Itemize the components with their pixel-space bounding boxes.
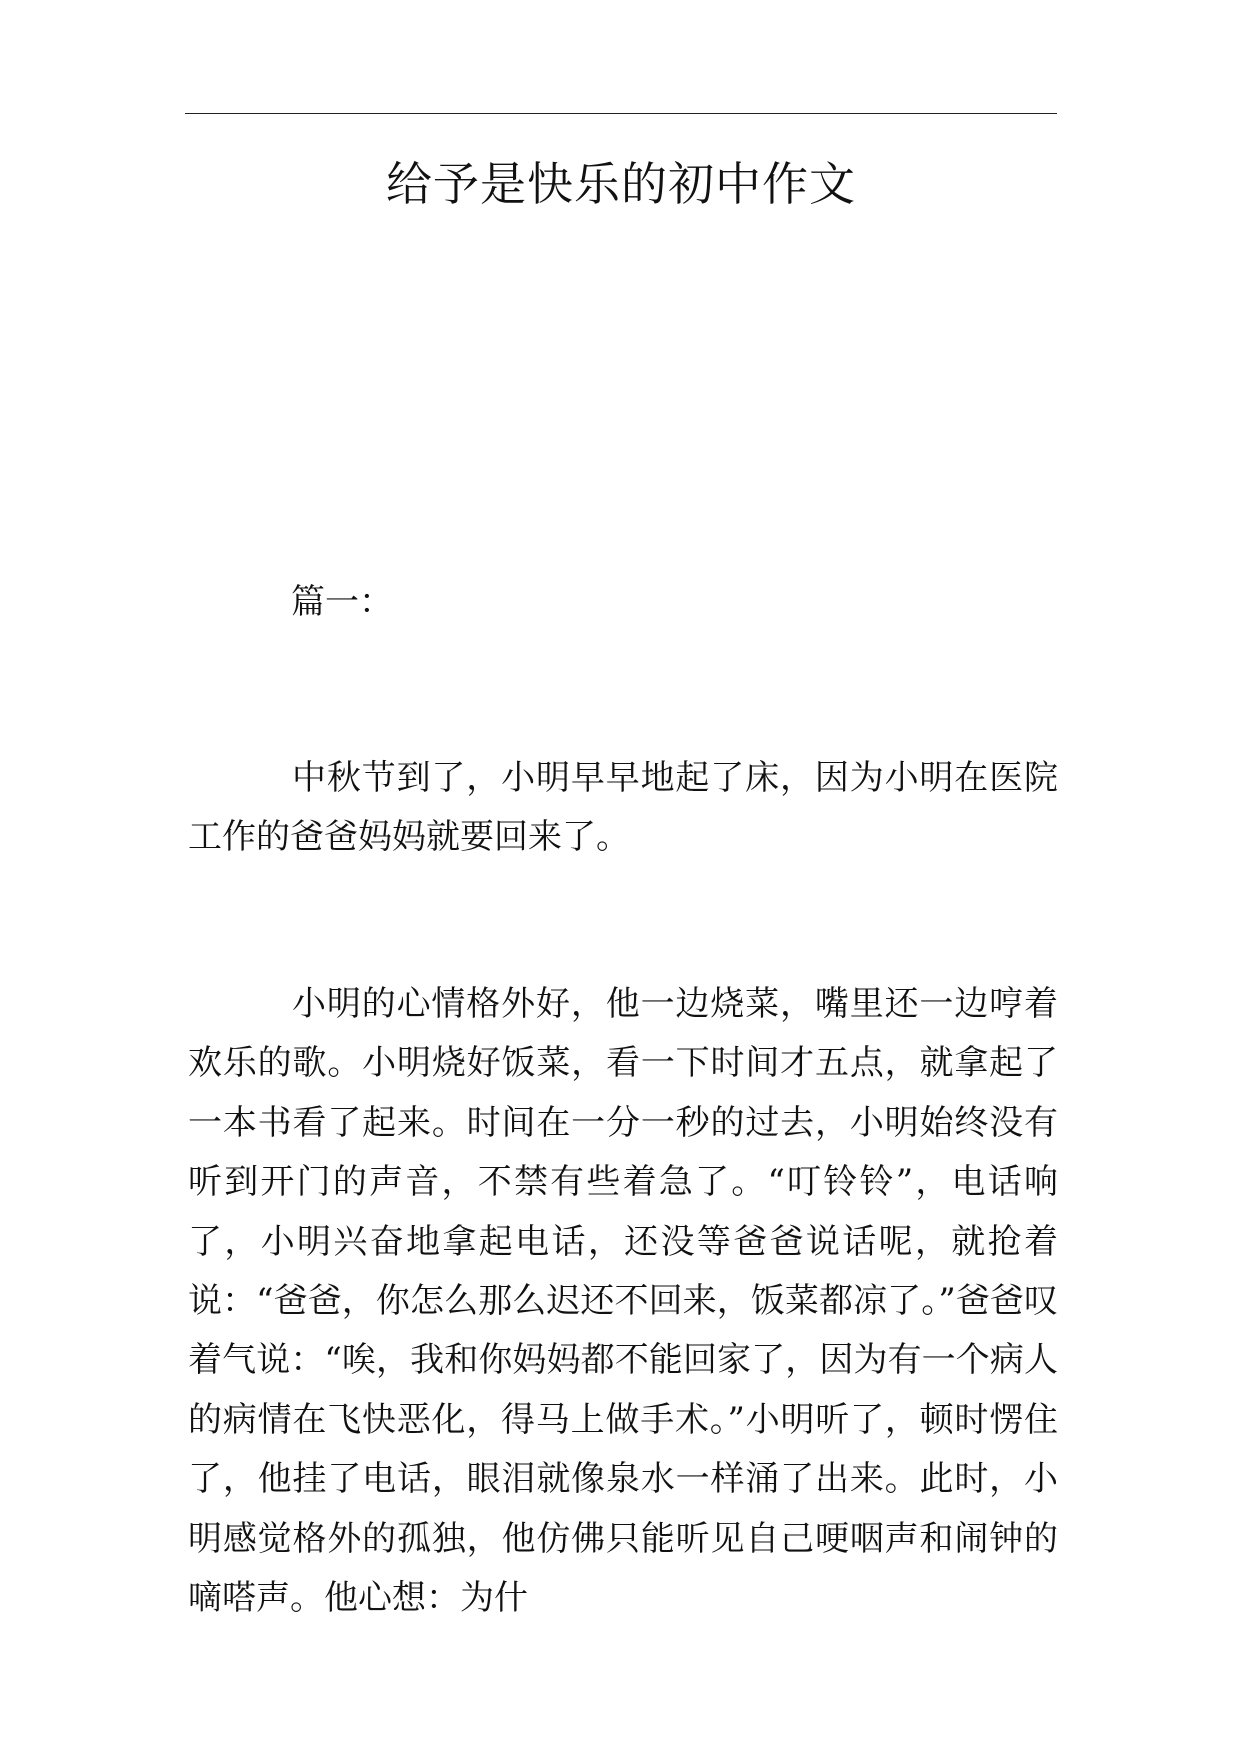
paragraph-1: 中秋节到了，小明早早地起了床，因为小明在医院工作的爸爸妈妈就要回来了。 <box>188 758 1058 858</box>
page-title: 给予是快乐的初中作文 <box>386 157 856 211</box>
paragraph-2: 小明的心情格外好，他一边烧菜，嘴里还一边哼着欢乐的歌。小明烧好饭菜，看一下时间才五点，就拿起了一本书看了起来。时间在一分一秒的过去，小明始终没有听到开门的声音，不禁有些着急了。“叮铃铃”，电话响了，小明兴奋地拿起电话，还没等爸爸说话呢，就抢着说：“爸爸，你怎么那么迟还不回来，饭菜都凉了。”爸爸叹着气说：“唉，我和你妈妈都不能回家了，因为有一个病人的病情在飞快恶化，得马上做手术。”小明听了，顿时愣住了，他挂了电话，眼泪就像泉水一样涌了出来。此时，小明感觉格外的孤独，他仿佛只能听见自己哽咽声和闹钟的嘀嗒声。他心想：为什 <box>188 984 1058 1619</box>
header-rule <box>185 113 1057 114</box>
section-heading: 篇一： <box>291 582 393 622</box>
